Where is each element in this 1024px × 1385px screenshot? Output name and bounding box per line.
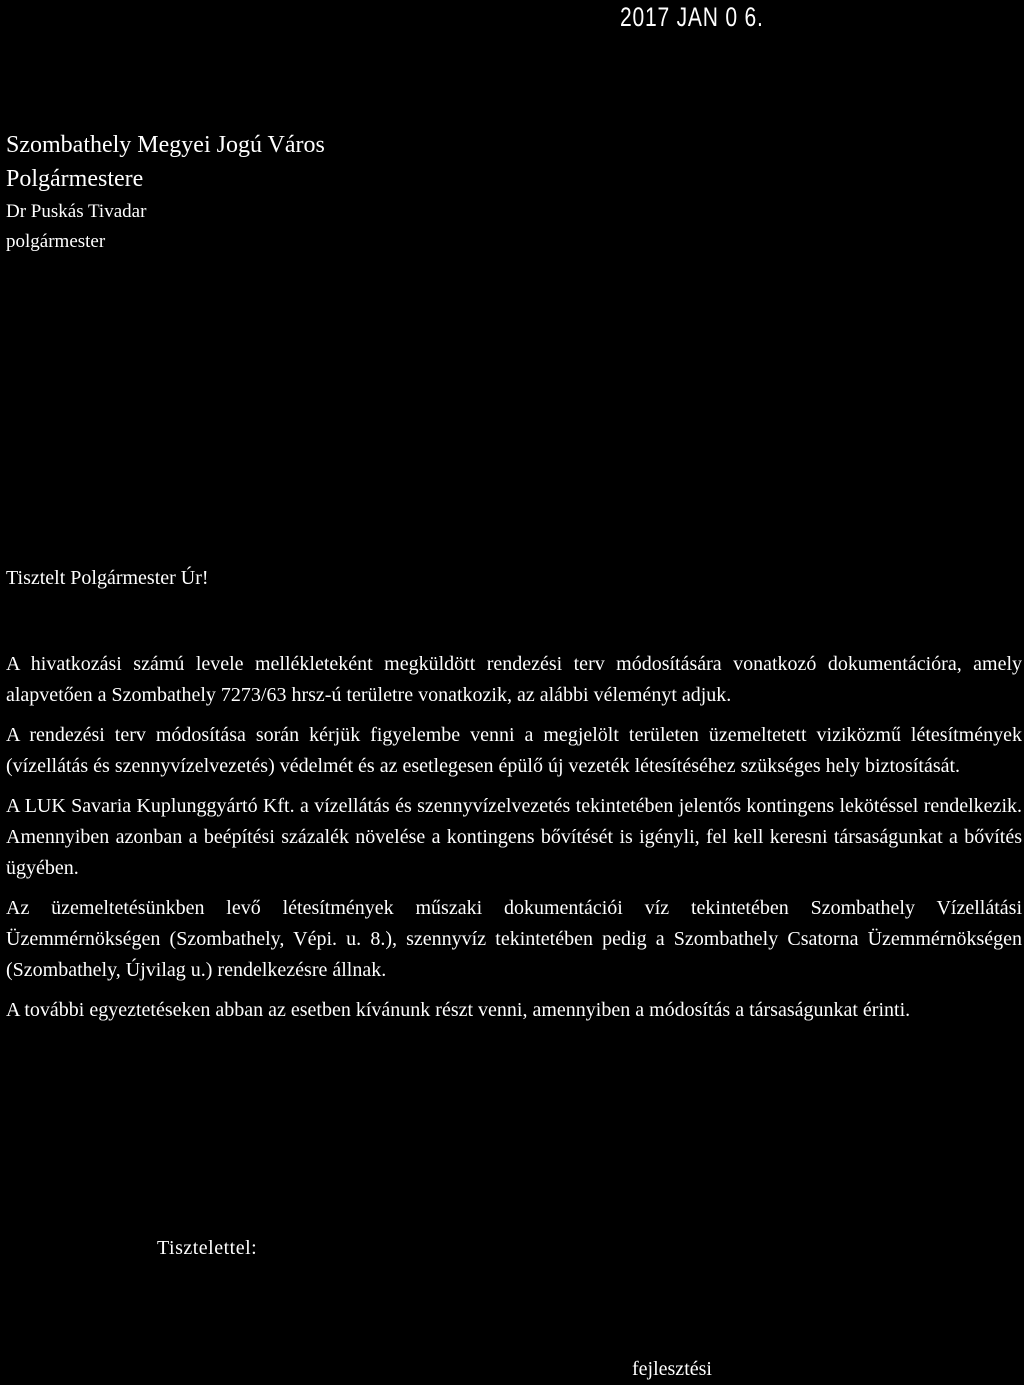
body-paragraph: A LUK Savaria Kuplunggyártó Kft. a vízellátás és szennyvízelvezetés tekintetében jelentős kontingens lekötéssel rendelkezik. Amennyiben azonban a beépítési százalék növelése a kontingens bővítését is igényli, fel kell keresni társaságunkat a bővítés ügyében. [6, 795, 1022, 879]
salutation: Tisztelt Polgármester Úr! [6, 567, 209, 589]
received-date-stamp: 2017 JAN 0 6. [620, 2, 764, 32]
closing-phrase: Tisztelettel: [157, 1237, 258, 1259]
body-paragraph: A további egyeztetéseken abban az esetben kívánunk részt venni, amennyiben a módosítás a társaságunkat érinti. [6, 999, 911, 1021]
body-paragraph: A hivatkozási számú levele mellékleteként megküldött rendezési terv módosítására vonatkozó dokumentációra, amely alapvetően a Szombathely 7273/63 hrsz-ú területre vonatkozik, az alábbi véleményt adjuk. [6, 653, 1022, 706]
signature-department-text: fejlesztési [632, 1358, 712, 1380]
letter-body [6, 649, 1022, 1035]
recipient-office: Polgármestere [6, 166, 144, 192]
body-paragraph: Az üzemeltetésünkben levő létesítmények műszaki dokumentációi víz tekintetében Szombathely Vízellátási Üzemmérnökségen (Szombathely, Vépi. u. 8.), szennyvíz tekintetében pedig a Szombathely Csatorna Üzemmérnökségen (Szombathely, Újvilag u.) rendelkezésre állnak. [6, 897, 1022, 981]
body-paragraph: A rendezési terv módosítása során kérjük figyelembe venni a megjelölt területen üzemeltetett viziközmű létesítmények (vízellátás és szennyvízelvezetés) védelmét és az esetlegesen épülő új vezeték létesítéséhez szükséges hely biztosítását. [6, 724, 1022, 777]
recipient-name: Dr Puskás Tivadar [6, 201, 147, 222]
recipient-city: Szombathely Megyei Jogú Város [6, 132, 325, 158]
recipient-title: polgármester [6, 231, 106, 252]
recipient-address-block [6, 128, 325, 257]
